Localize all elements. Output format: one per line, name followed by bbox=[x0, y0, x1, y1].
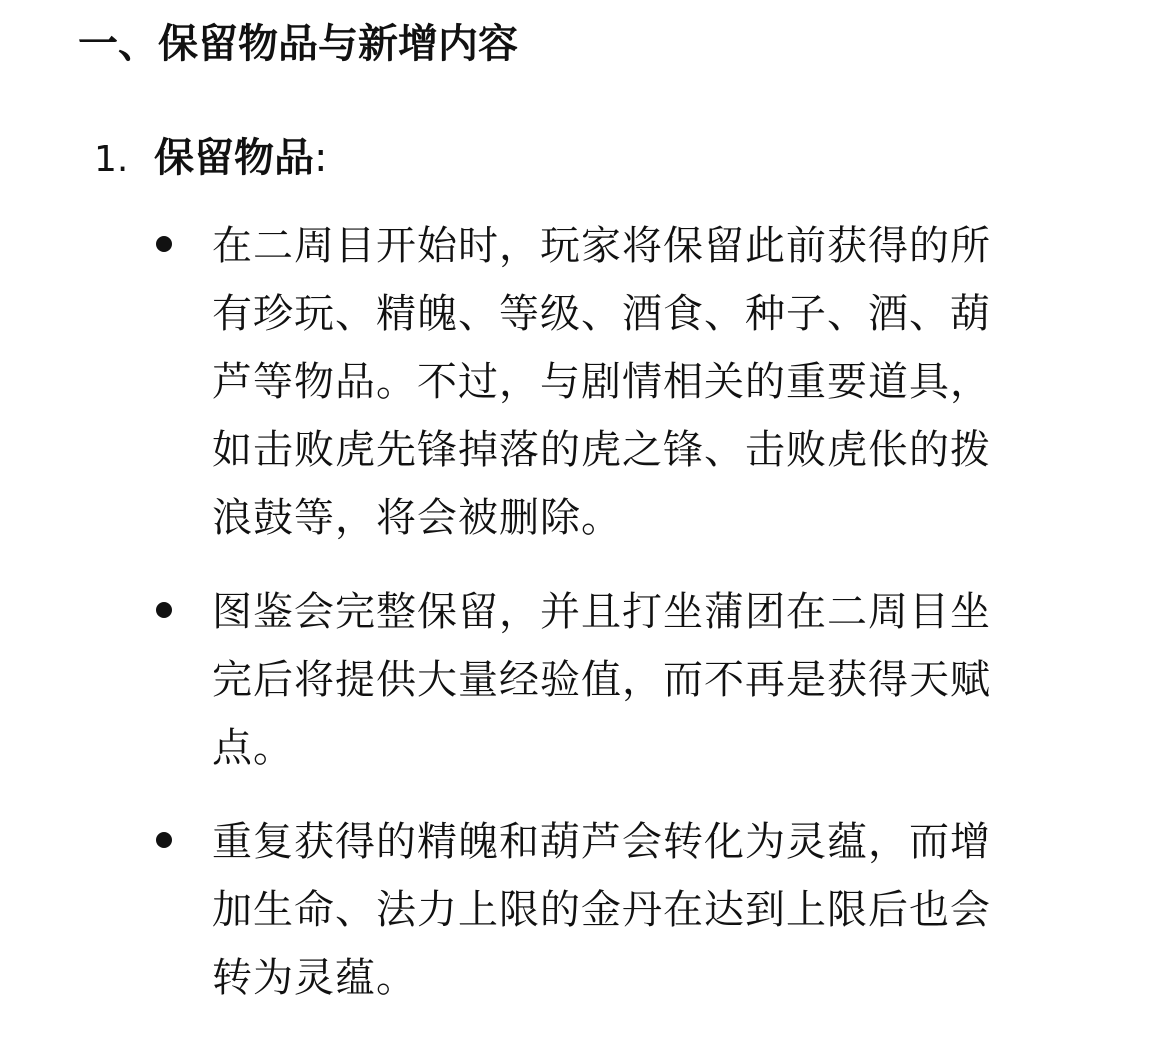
bullet-item bbox=[150, 808, 1010, 1012]
bullet-dot-icon bbox=[156, 236, 172, 252]
bullet-text: 在二周目开始时，玩家将保留此前获得的所有珍玩、精魄、等级、酒食、种子、酒、葫芦等物品。不过，与剧情相关的重要道具，如击败虎先锋掉落的虎之锋、击败虎伥的拨浪鼓等，将会被删除。 bbox=[212, 223, 991, 541]
bullet-text: 图鉴会完整保留，并且打坐蒲团在二周目坐完后将提供大量经验值，而不再是获得天赋点。 bbox=[212, 589, 991, 771]
list-item-colon: : bbox=[314, 135, 328, 181]
bullet-text: 重复获得的精魄和葫芦会转化为灵蕴，而增加生命、法力上限的金丹在达到上限后也会转为灵蕴。 bbox=[212, 819, 991, 1001]
list-number: 1. bbox=[94, 139, 129, 180]
bullet-list bbox=[150, 212, 1010, 1038]
bullet-item bbox=[150, 212, 1010, 552]
list-item-heading bbox=[94, 128, 327, 190]
section-title: 一、保留物品与新增内容 bbox=[78, 21, 518, 67]
list-item-title: 保留物品 bbox=[154, 135, 314, 181]
bullet-dot-icon bbox=[156, 832, 172, 848]
bullet-dot-icon bbox=[156, 602, 172, 618]
bullet-item bbox=[150, 578, 1010, 782]
